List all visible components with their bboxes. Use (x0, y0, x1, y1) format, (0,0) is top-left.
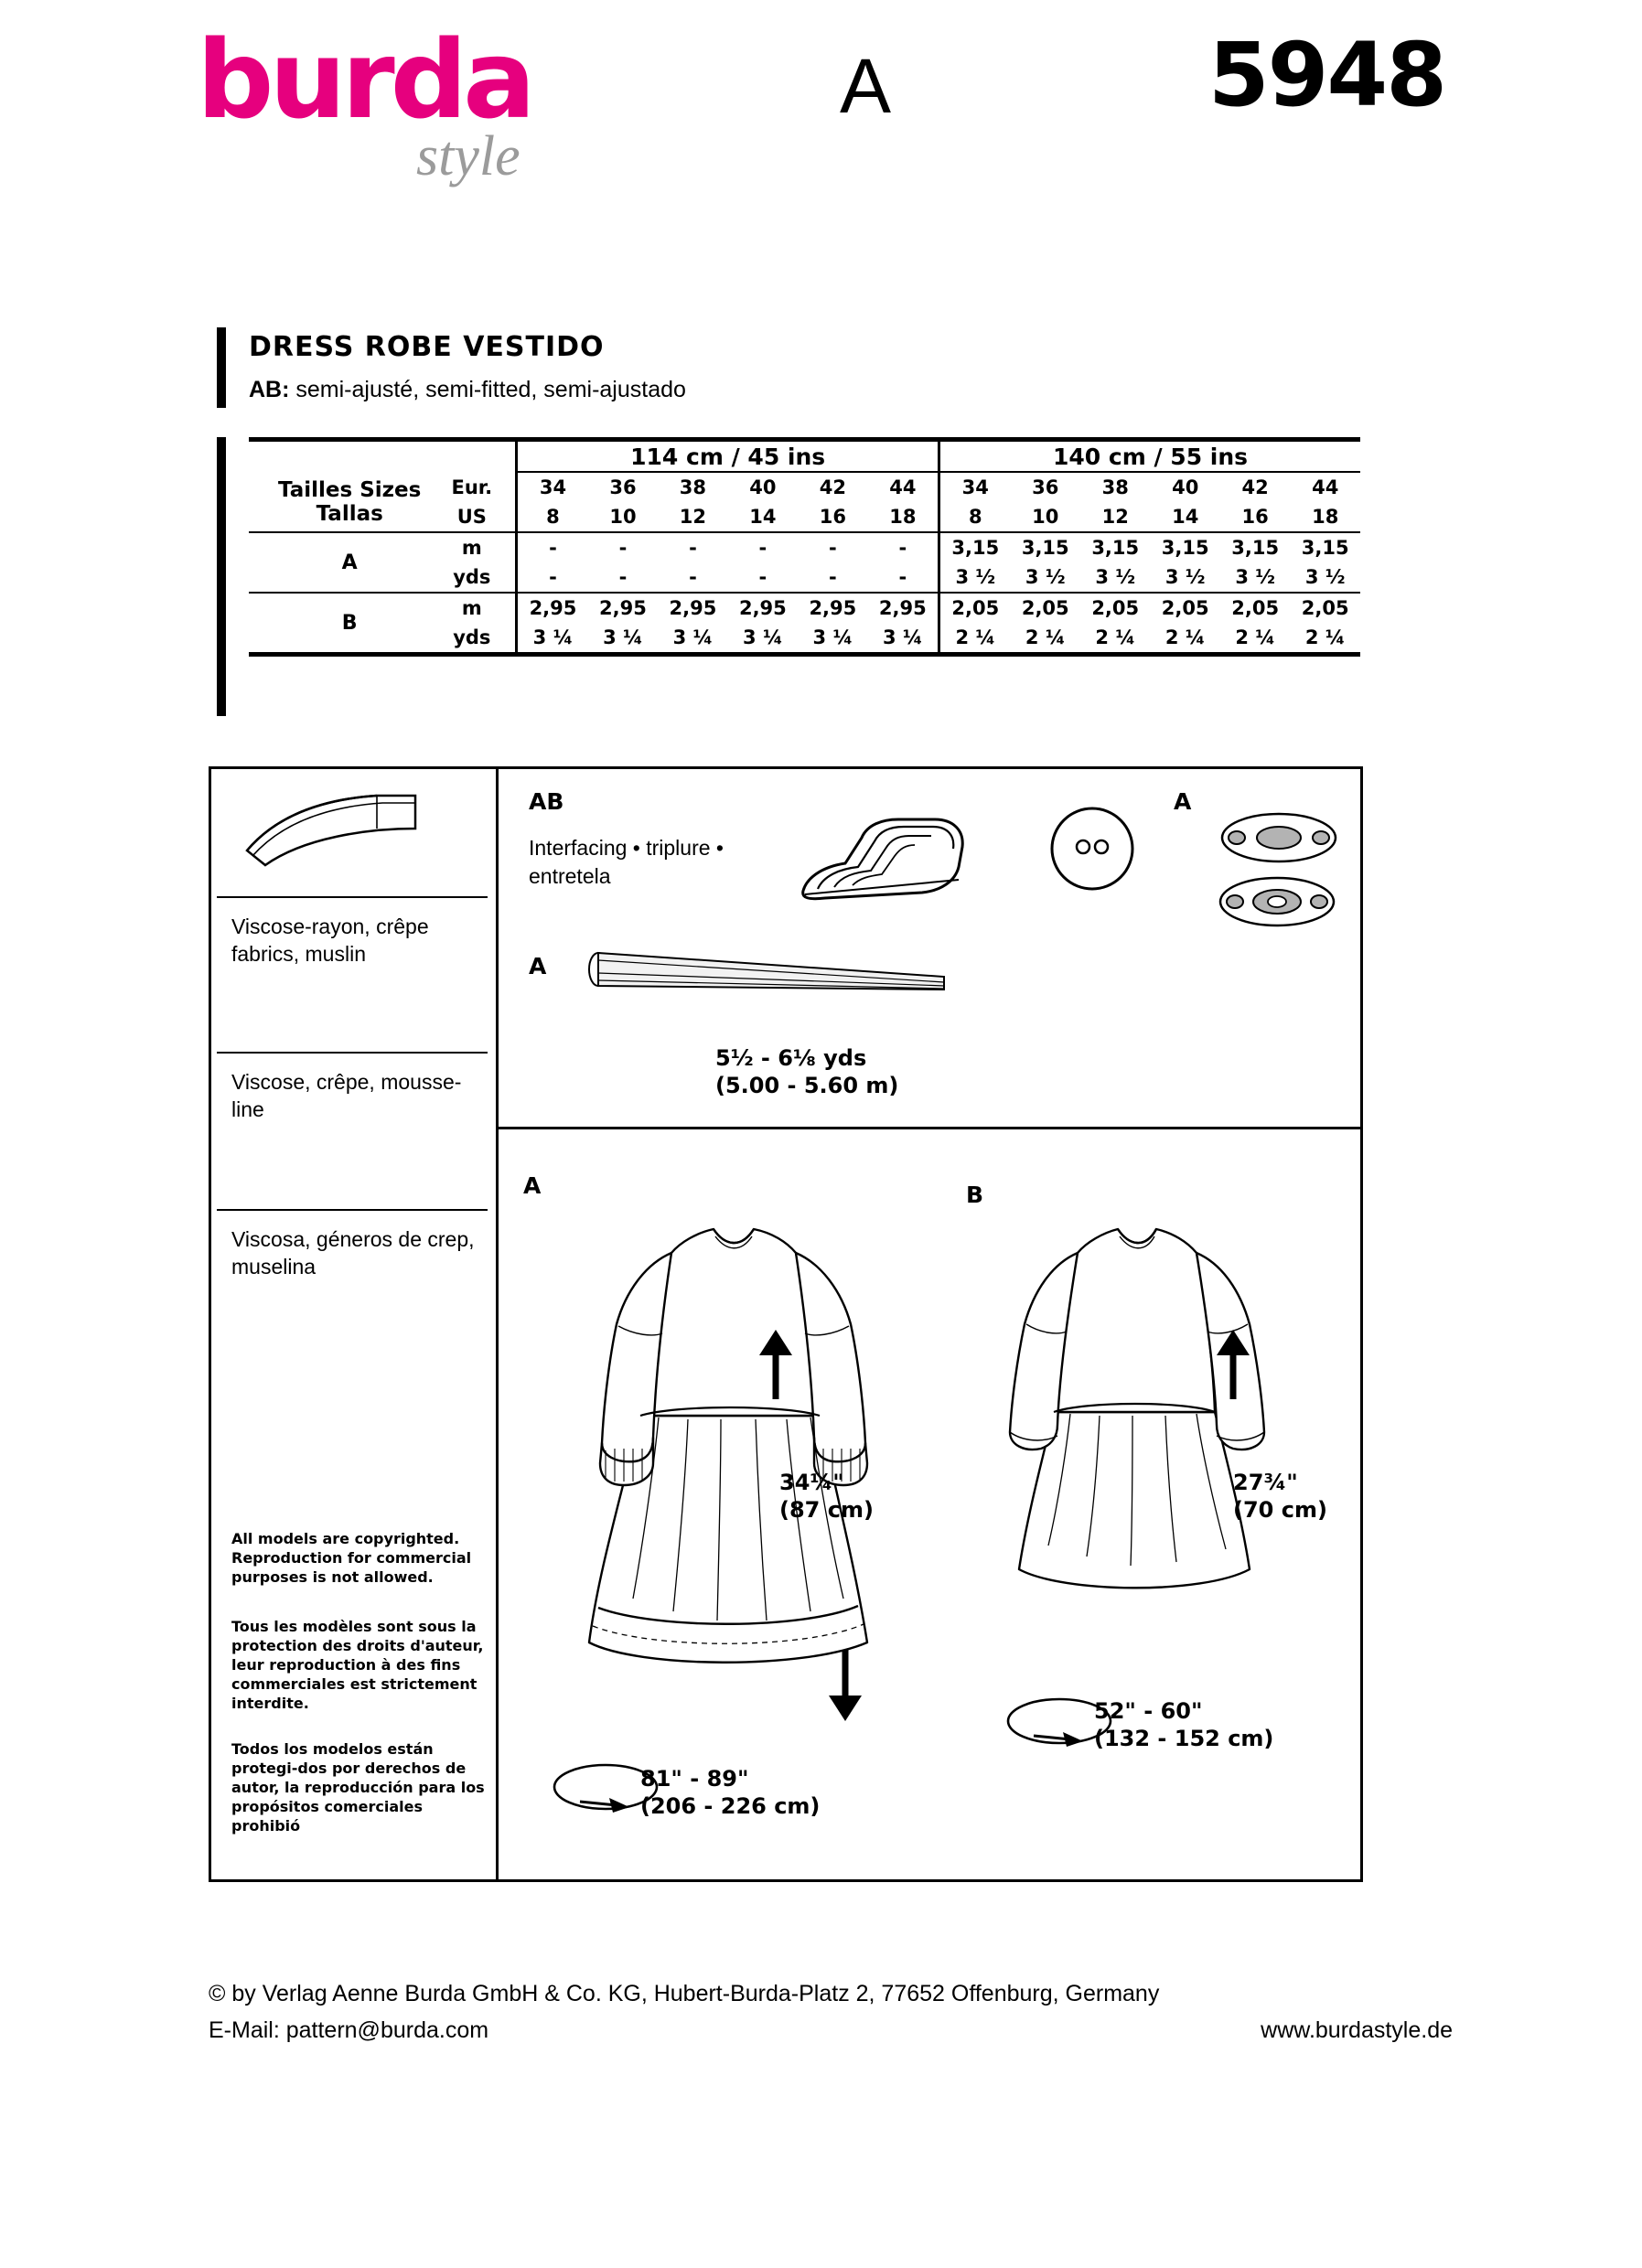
snap-view-label: A (1174, 788, 1192, 815)
yardage-cell: - (517, 562, 588, 593)
yardage-cell: 3 ¼ (672, 626, 714, 648)
yardage-cell: - (618, 566, 628, 588)
dress-b-waist-arrow-icon (1207, 1328, 1262, 1401)
notions-views-label: AB (529, 788, 564, 815)
unit-eur-label: Eur. (451, 476, 493, 498)
fabric-width-header-114: 114 cm / 45 ins (517, 440, 939, 473)
elastic-tape-icon (585, 949, 951, 1015)
fabric-text-en: Viscose-rayon, crêpe fabrics, muslin (231, 915, 429, 966)
row-unit-yds: yds (453, 626, 491, 648)
row-view-label-a: A (341, 551, 358, 574)
yardage-cell: - (898, 566, 907, 588)
dress-b-hem-metric: (132 - 152 cm) (1094, 1726, 1274, 1751)
yardage-cell: 3,15 (1301, 537, 1349, 559)
size-eur-cell: 34 (939, 472, 1011, 502)
size-us-cell: 12 (1101, 506, 1129, 528)
dress-b-length-metric: (70 cm) (1233, 1497, 1327, 1523)
size-eur-cell: 44 (1312, 476, 1339, 498)
dress-a-hem-measure (640, 1765, 820, 1820)
dress-b-hem-imperial: 52" - 60" (1094, 1698, 1203, 1724)
size-eur-cell: 36 (609, 476, 637, 498)
yardage-cell: 3 ½ (939, 562, 1011, 593)
yardage-cell: 3 ½ (1304, 566, 1346, 588)
yardage-cell: 2 ¼ (1164, 626, 1206, 648)
dress-a-hem-metric: (206 - 226 cm) (640, 1793, 821, 1819)
size-us-cell: 12 (679, 506, 707, 528)
size-eur-cell: 38 (1101, 476, 1129, 498)
dress-a-waist-arrow-icon (750, 1328, 805, 1401)
dress-a-length-metric: (87 cm) (779, 1497, 874, 1523)
table-row (249, 472, 1360, 502)
footer-copyright: © by Verlag Aenne Burda GmbH & Co. KG, Hubert-Burda-Platz 2, 77652 Offenburg, Germany (209, 1981, 1160, 2006)
size-us-cell: 10 (609, 506, 637, 528)
copyright-text-fr: Tous les modèles sont sous la protection des droits d'auteur, leur reproduction à des fins commerciales est strictement interdite. (231, 1618, 484, 1712)
size-eur-cell: 40 (1172, 476, 1199, 498)
yardage-cell: 2,05 (1091, 597, 1140, 619)
yardage-cell: 2,95 (517, 593, 588, 623)
size-us-cell: 18 (889, 506, 917, 528)
yardage-cell: 2 ¼ (1025, 626, 1066, 648)
size-eur-cell: 36 (1032, 476, 1059, 498)
yardage-cell: - (689, 537, 697, 559)
yardage-cell: 3,15 (1231, 537, 1280, 559)
dress-b-illustration (939, 1196, 1332, 1672)
panel-vertical-divider (496, 766, 499, 1882)
table-row (249, 593, 1360, 623)
row-unit-m: m (461, 597, 482, 619)
illustration-label-b: B (966, 1182, 984, 1208)
yardage-cell: 3,15 (1021, 537, 1069, 559)
elastic-measure-imperial: 5½ - 6⅛ yds (715, 1045, 867, 1071)
yardage-cell: 3 ¼ (882, 626, 923, 648)
yardage-cell: 3,15 (1161, 537, 1209, 559)
interfacing-text: Interfacing • triplure • entretela (529, 836, 724, 888)
dress-a-illustration (501, 1189, 977, 1756)
yardage-cell: 2 ¼ (939, 623, 1011, 655)
yardage-cell: 3 ¼ (603, 626, 643, 648)
burda-logo-text: burda (197, 16, 531, 143)
table-accent-bar (217, 437, 226, 716)
yardage-cell: 2 ¼ (1304, 626, 1346, 648)
yardage-cell: 2,05 (1231, 597, 1280, 619)
yardage-cell: 2,95 (878, 597, 927, 619)
elastic-measurement (715, 1044, 898, 1099)
size-eur-cell: 42 (1241, 476, 1269, 498)
size-us-cell: 18 (1312, 506, 1339, 528)
yardage-cell: 2,05 (1161, 597, 1209, 619)
yardage-cell: 2,05 (1301, 597, 1349, 619)
fabric-text-fr: Viscose, crêpe, mousse-line (231, 1070, 462, 1121)
elastic-view-label: A (529, 953, 547, 979)
size-eur-cell: 44 (889, 476, 917, 498)
dress-b-length-measure (1233, 1469, 1327, 1524)
row-unit-m: m (461, 537, 482, 559)
yardage-cell: 2 ¼ (1235, 626, 1275, 648)
fabric-width-header-140: 140 cm / 55 ins (939, 440, 1360, 473)
footer-website: www.burdastyle.de (1261, 2017, 1453, 2043)
yardage-cell: 2 ¼ (1095, 626, 1136, 648)
folded-fabric-icon (240, 785, 423, 876)
yardage-cell: 3 ½ (1025, 566, 1066, 588)
yardage-cell: - (898, 537, 907, 559)
size-eur-cell: 42 (819, 476, 846, 498)
size-us-cell: 14 (1172, 506, 1199, 528)
header-view-letter: A (840, 43, 892, 129)
yardage-cell: - (758, 566, 767, 588)
yardage-table (249, 437, 1360, 657)
yardage-cell: - (829, 537, 837, 559)
yardage-cell: 2,95 (599, 597, 647, 619)
row-unit-yds: yds (453, 566, 491, 588)
size-eur-cell: 38 (679, 476, 707, 498)
yardage-cell: - (758, 537, 767, 559)
yardage-cell: 3,15 (939, 532, 1011, 562)
yardage-cell: - (689, 566, 697, 588)
button-icon (1048, 805, 1136, 893)
copyright-text-en: All models are copyrighted. Reproduction for commercial purposes is not allowed. (231, 1530, 472, 1586)
yardage-cell: 2,95 (809, 597, 857, 619)
title-accent-bar (217, 327, 226, 408)
left-divider-1 (217, 896, 488, 898)
page-header (0, 0, 1642, 238)
yardage-cell: 3,15 (1091, 537, 1140, 559)
illustration-label-a: A (523, 1172, 542, 1199)
yardage-cell: 2,95 (669, 597, 717, 619)
title-subtitle (249, 377, 686, 403)
yardage-cell: 3 ¼ (743, 626, 783, 648)
title-fit-text: semi-ajusté, semi-fitted, semi-ajustado (289, 377, 686, 402)
snap-fastener-icon (1206, 810, 1352, 938)
yardage-cell: 2,95 (738, 597, 787, 619)
size-us-cell: 16 (1241, 506, 1269, 528)
footer-email: E-Mail: pattern@burda.com (209, 2017, 489, 2043)
yardage-cell: 3 ½ (1164, 566, 1206, 588)
yardage-cell: - (618, 537, 628, 559)
dress-b-hem-measure (1094, 1697, 1273, 1752)
fabric-text-es: Viscosa, géneros de crep, muselina (231, 1227, 475, 1278)
yardage-cell: - (517, 532, 588, 562)
iron-icon (798, 810, 971, 909)
table-row (249, 440, 1360, 473)
left-divider-2 (217, 1052, 488, 1054)
yardage-cell: 3 ½ (1235, 566, 1275, 588)
size-us-cell: 14 (749, 506, 777, 528)
sizes-label: Tailles Sizes Tallas (278, 477, 422, 526)
size-us-cell: 8 (517, 502, 588, 532)
page-title: DRESS ROBE VESTIDO (249, 331, 605, 363)
dress-a-length-measure (779, 1469, 874, 1524)
row-view-label-b: B (341, 611, 358, 635)
size-eur-cell: 34 (517, 472, 588, 502)
left-divider-3 (217, 1209, 488, 1211)
size-eur-cell: 40 (749, 476, 777, 498)
size-us-cell: 8 (939, 502, 1011, 532)
yardage-cell: 3 ¼ (517, 623, 588, 655)
table-row (249, 532, 1360, 562)
yardage-cell: - (829, 566, 837, 588)
yardage-cell: 2,05 (939, 593, 1011, 623)
panel-horizontal-divider (496, 1127, 1363, 1129)
dress-a-hem-imperial: 81" - 89" (640, 1766, 749, 1792)
elastic-measure-metric: (5.00 - 5.60 m) (715, 1073, 899, 1098)
title-views-prefix: AB: (249, 377, 290, 402)
yardage-cell: 3 ½ (1095, 566, 1136, 588)
unit-us-label: US (456, 506, 487, 528)
dress-b-length-imperial: 27¾" (1233, 1470, 1298, 1495)
dress-a-length-imperial: 34¼" (779, 1470, 844, 1495)
copyright-text-es: Todos los modelos están protegi-dos por derechos de autor, la reproducción para los propósitos comerciales prohibió (231, 1740, 485, 1835)
yardage-cell: 3 ¼ (812, 626, 853, 648)
yardage-cell: 2,05 (1021, 597, 1069, 619)
dress-a-down-arrow-icon (823, 1648, 871, 1723)
size-us-cell: 16 (819, 506, 846, 528)
size-us-cell: 10 (1032, 506, 1059, 528)
page-footer (209, 1975, 1453, 2049)
pattern-number: 5948 (1207, 24, 1445, 126)
style-logo-text: style (416, 125, 521, 187)
